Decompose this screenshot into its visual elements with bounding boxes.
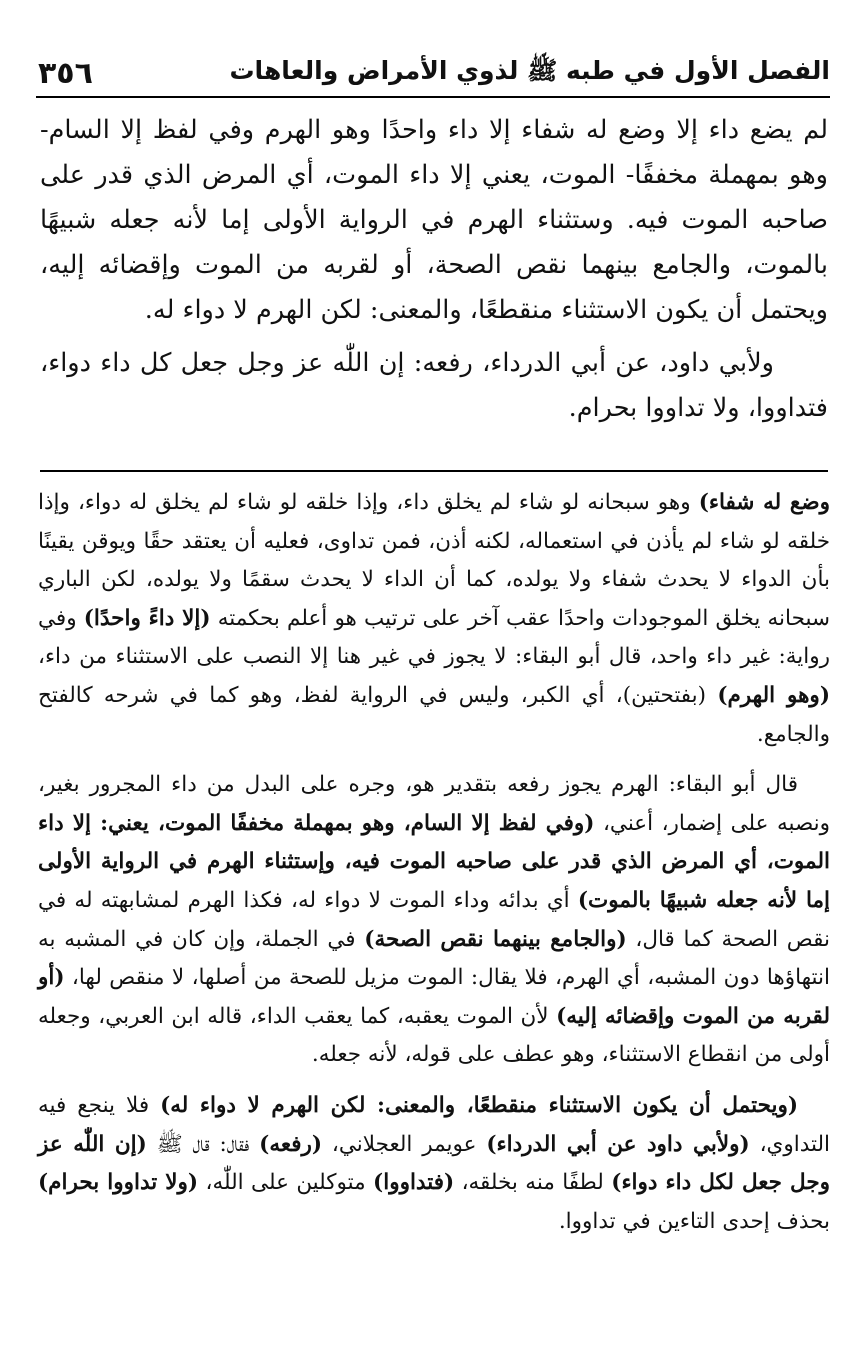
quoted-matn-text: (أو لقربه من الموت وإقضائه إليه) bbox=[38, 965, 830, 1029]
commentary-text: وهو سبحانه لو شاء لم يخلق داء، وإذا خلقه لو شاء لم يخلق له دواء، وإذا خلقه لو شاء لم يأذن في استعماله، لكنه أذن، فمن تداوى، فعليه أن يعتقد حقًا ويوقن يقينًا بأن الدواء لا يحدث شفاء ولا يولده، كما أن الداء لا يحدث سقمًا ولا يولده، لكن الباري سبحانه يخلق الموجودات واحدًا عقب آخر على ترتيب هو أعلم بحكمته bbox=[38, 490, 830, 631]
quoted-matn-text: (وهو الهرم) bbox=[717, 682, 830, 708]
quoted-matn-text: (ويحتمل أن يكون الاستثناء منقطعًا، والمعنى: لكن الهرم لا دواء له) bbox=[160, 1092, 798, 1118]
quoted-matn-text: (إلا داءً واحدًا) bbox=[83, 605, 211, 631]
main-text bbox=[40, 108, 828, 431]
quoted-matn-text: (فتداووا) bbox=[373, 1170, 455, 1196]
footnote-separator bbox=[40, 470, 828, 472]
running-title: الفصل الأول في طبه ﷺ لذوي الأمراض والعاهات bbox=[229, 55, 830, 85]
commentary-text: أي بدائه وداء الموت لا دواء له، فكذا الهرم لمشابهته له في نقص الصحة كما قال، bbox=[38, 887, 830, 952]
main-paragraph-2: ولأبي داود، عن أبي الدرداء، رفعه: إن اللّٰه عز وجل جعل كل داء دواء، فتداووا، ولا تداووا بحرام. bbox=[40, 348, 828, 423]
commentary-text: قال أبو البقاء: الهرم يجوز رفعه بتقدير هو، وجره على البدل من داء المجرور بغير، ونصبه على إضمار، أعني، bbox=[38, 772, 830, 836]
commentary-paragraph-3 bbox=[38, 1087, 830, 1241]
commentary-paragraph-2 bbox=[38, 766, 830, 1075]
quoted-matn-text: (وفي لفظ إلا السام، وهو بمهملة مخففًا الموت، يعني: إلا داء الموت، أي المرض الذي قدر على صاحبه الموت فيه، وإستثناء الهرم في الرواية الأولى إما لأنه جعله شبيهًا بالموت) bbox=[38, 810, 830, 913]
commentary-text: فلا ينجع فيه التداوي، bbox=[38, 1092, 830, 1157]
quoted-matn-text: (والجامع بينهما نقص الصحة) bbox=[364, 926, 627, 952]
commentary-text: بحذف إحدى التاءين في تداووا. bbox=[558, 1208, 830, 1234]
quoted-matn-text: وضع له شفاء) bbox=[698, 490, 830, 515]
quoted-matn-text: (ولا تداووا بحرام) bbox=[38, 1170, 199, 1196]
page-header bbox=[38, 52, 830, 94]
quoted-matn-text: (ولأبي داود عن أبي الدرداء) bbox=[486, 1131, 750, 1157]
commentary-text: متوكلين على اللّٰه، bbox=[198, 1170, 374, 1196]
commentary-text: لطفًا منه بخلقه، bbox=[454, 1170, 612, 1196]
quoted-matn-text: (إن اللّٰه عز وجل جعل لكل داء دواء) bbox=[38, 1131, 830, 1196]
quoted-matn-text: (رفعه) bbox=[259, 1131, 323, 1157]
page-number: ٣٥٦ bbox=[38, 55, 93, 91]
commentary-text: فقال: قال ﷺ bbox=[146, 1131, 260, 1157]
commentary-text: لأن الموت يعقبه، كما يعقب الداء، قاله ابن العربي، وجعله أولى من انقطاع الاستثناء، وهو عطف على قوله، لأنه جعله. bbox=[38, 1003, 830, 1068]
commentary-text: (بفتحتين)، أي الكبر، وليس في الرواية لفظ، وهو كما في شرحه كالفتح والجامع. bbox=[38, 682, 830, 747]
commentary bbox=[38, 484, 830, 1241]
commentary-text: عويمر العجلاني، bbox=[322, 1131, 487, 1157]
commentary-paragraph-1 bbox=[38, 484, 830, 754]
header-rule bbox=[36, 96, 830, 98]
main-paragraph-1: لم يضع داء إلا وضع له شفاء إلا داء واحدًا وهو الهرم وفي لفظ إلا السام- وهو بمهملة مخففًا- الموت، يعني إلا داء الموت، أي المرض الذي قدر على صاحبه الموت فيه. وستثناء الهرم في الرواية الأولى إما لأنه جعله شبيهًا بالموت، والجامع بينهما نقص الصحة، أو لقربه من الموت وإقضائه إليه، ويحتمل أن يكون الاستثناء منقطعًا، والمعنى: لكن الهرم لا دواء له. bbox=[40, 115, 828, 325]
commentary-text: في الجملة، وإن كان في المشبه به انتهاؤها دون المشبه، أي الهرم، فلا يقال: الموت مزيل للصحة من أصلها، لا منقص لها، bbox=[38, 926, 830, 991]
commentary-text: وفي رواية: غير داء واحد، قال أبو البقاء: لا يجوز في غير هنا إلا النصب على الاستثناء من داء، bbox=[38, 605, 830, 670]
